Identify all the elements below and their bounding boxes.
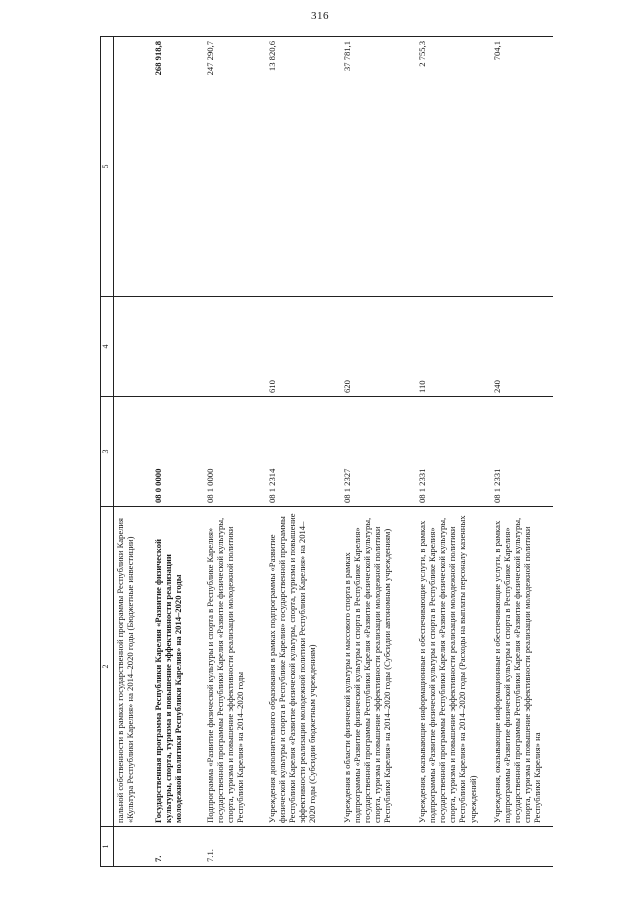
row-amount: 247 290,7: [204, 37, 266, 297]
row-amount: 37 781,1: [341, 37, 416, 297]
row-number: [416, 827, 491, 867]
table-row: [266, 37, 341, 867]
header-col-2: 2: [101, 507, 114, 827]
row-amount: 268 918,8: [152, 37, 204, 297]
table-row: [416, 37, 491, 867]
row-amount: 704,1: [491, 37, 553, 297]
row-number: [491, 827, 553, 867]
table-header: [101, 37, 114, 867]
header-col-1: 1: [101, 827, 114, 867]
row-number: [114, 827, 152, 867]
row-expense-type: 110: [416, 297, 491, 397]
row-amount: 13 820,6: [266, 37, 341, 297]
row-description: Учреждения, оказывающие информационные и обеспечивающие услуги, в рамках подпрограммы «Развитие физической культуры и спорта в Республике Карелия» государственной программы Республики Карелия «Развитие физической культуры, спорта, туризма и повышение эффективности реализации молодежной политики Республики Карелия» на: [491, 507, 553, 827]
row-code: 08 1 2314: [266, 397, 341, 507]
row-number: [341, 827, 416, 867]
row-expense-type: 240: [491, 297, 553, 397]
page-number: 316: [311, 10, 329, 22]
row-description: Учреждения дополнительного образования в рамках подпрограммы «Развитие физической культуры и спорта в Республике Карелия» государственной программы Республики Карелия «Развитие физической культуры, спорта, туризма и повышение эффективности реализации молодежной политики Республики Карелия» на 2014–2020 годы (Субсидии бюджетным учреждениям): [266, 507, 341, 827]
header-col-3: 3: [101, 397, 114, 507]
row-number: [266, 827, 341, 867]
header-col-5: 5: [101, 37, 114, 297]
row-expense-type: [152, 297, 204, 397]
header-col-4: 4: [101, 297, 114, 397]
row-code: 08 1 0000: [204, 397, 266, 507]
table-body: [114, 37, 553, 867]
row-description: Учреждения, оказывающие информационные и обеспечивающие услуги, в рамках подпрограммы «Развитие физической культуры и спорта в Республике Карелия» государственной программы Республики Карелия «Развитие физической культуры, спорта, туризма и повышение эффективности реализации молодежной политики Республики Карелия» на 2014–2020 годы (Расходы на выплаты персоналу казенных учреждений): [416, 507, 491, 827]
row-code: 08 1 2331: [416, 397, 491, 507]
row-description: Учреждения в области физической культуры и массового спорта в рамках подпрограммы «Развитие физической культуры и спорта в Республике Карелия» государственной программы Республики Карелия «Развитие физической культуры, спорта, туризма и повышение эффективности реализации молодежной политики Республики Карелия» на 2014–2020 годы (Субсидии автономным учреждениям): [341, 507, 416, 827]
row-expense-type: 610: [266, 297, 341, 397]
row-number: 7.1.: [204, 827, 266, 867]
row-code: 08 1 2331: [491, 397, 553, 507]
row-code: 08 0 0000: [152, 397, 204, 507]
table-row: [152, 37, 204, 867]
row-amount: [114, 37, 152, 297]
row-description: Подпрограмма «Развитие физической культуры и спорта в Республике Карелия» государственной программы Республики Карелия «Развитие физической культуры, спорта, туризма и повышение эффективности реализации молодежной политики Республики Карелия» на 2014–2020 годы: [204, 507, 266, 827]
row-description: Государственная программа Республики Карелия «Развитие физической культуры, спорта, туризма и повышение эффективности реализации молодежной политики Республики Карелия» на 2014–2020 годы: [152, 507, 204, 827]
table-row: [204, 37, 266, 867]
table-row: [341, 37, 416, 867]
row-code: 08 1 2327: [341, 397, 416, 507]
table-row: [491, 37, 553, 867]
table-row: [114, 37, 152, 867]
budget-table: [100, 36, 553, 867]
row-description: пальной собственности в рамках государственной программы Республики Карелия «Культура Республики Карелия» на 2014–2020 годы (Бюджетные инвестиции): [114, 507, 152, 827]
row-expense-type: 620: [341, 297, 416, 397]
budget-table-container: [100, 37, 550, 867]
row-amount: 2 755,3: [416, 37, 491, 297]
row-code: [114, 397, 152, 507]
row-number: 7.: [152, 827, 204, 867]
row-expense-type: [114, 297, 152, 397]
row-expense-type: [204, 297, 266, 397]
